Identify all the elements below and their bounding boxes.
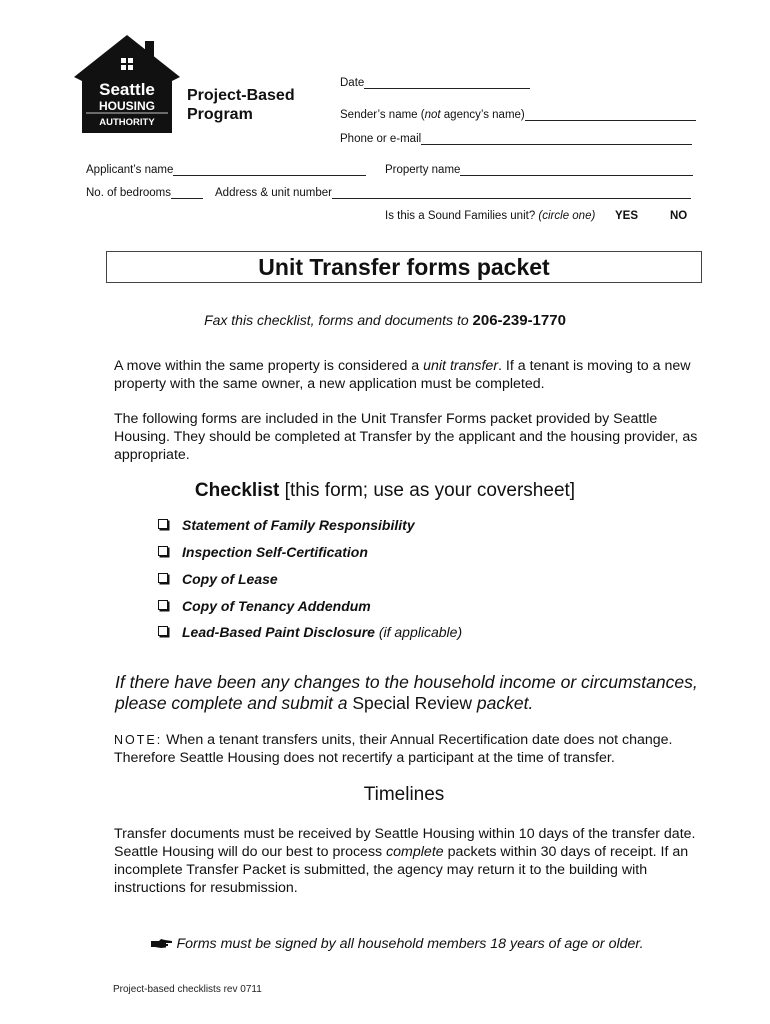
- timelines-em: complete: [386, 844, 444, 860]
- property-name-field[interactable]: [385, 164, 693, 176]
- note-label: NOTE:: [114, 733, 163, 747]
- yes-option[interactable]: YES: [615, 210, 639, 222]
- address-field[interactable]: [215, 187, 691, 199]
- timelines-paragraph: [114, 825, 704, 897]
- date-label: Date: [340, 77, 365, 89]
- checklist-item[interactable]: [158, 544, 368, 560]
- pointing-hand-icon: [151, 938, 173, 949]
- property-label: Property name: [385, 164, 461, 176]
- checklist-title: [0, 480, 770, 502]
- phone-email-field[interactable]: [340, 133, 692, 145]
- seattle-housing-logo: [72, 33, 182, 135]
- program-line2: Program: [187, 106, 253, 123]
- checklist-title-rest: [this form; use as your coversheet]: [279, 480, 576, 501]
- signature-text: Forms must be signed by all household members 18 years of age or older.: [176, 936, 644, 952]
- special-review-text: Special Review: [352, 693, 473, 713]
- para1-pre: A move within the same property is considered a: [114, 358, 424, 374]
- applicant-name-field[interactable]: [86, 164, 366, 176]
- note-text: When a tenant transfers units, their Annual Recertification date does not change. Therefore Seattle Housing does not recertify a participant at the time of transfer.: [114, 732, 673, 766]
- sender-label-post: agency’s name): [440, 109, 525, 121]
- circle-one-label: (circle one): [538, 210, 596, 222]
- sound-families-question: [385, 210, 595, 222]
- checklist-item-label: Inspection Self-Certification: [182, 544, 368, 560]
- checklist-item[interactable]: [158, 517, 415, 533]
- unit-transfer-paragraph: [114, 357, 704, 393]
- footer-revision: Project-based checklists rev 0711: [113, 984, 262, 995]
- sender-name-field[interactable]: [340, 109, 696, 121]
- logo-seattle-text: Seattle: [99, 80, 155, 99]
- fax-line: [0, 312, 770, 329]
- para1-post: . If a tenant is moving to a new property with the same owner, a new application must be completed.: [114, 358, 691, 392]
- forms-included-paragraph: The following forms are included in the Unit Transfer Forms packet provided by Seattle Housing. They should be completed at Transfer by the applicant and the housing provider, as appropriate.: [114, 411, 698, 463]
- checklist-item-label: Lead-Based Paint Disclosure: [182, 624, 375, 640]
- sound-families-label: Is this a Sound Families unit?: [385, 210, 539, 222]
- no-option[interactable]: NO: [670, 210, 688, 222]
- checklist-item[interactable]: [158, 624, 462, 640]
- address-label: Address & unit number: [215, 187, 332, 199]
- timelines-title: Timelines: [363, 784, 445, 805]
- checklist-item[interactable]: [158, 571, 278, 587]
- bedrooms-field[interactable]: [86, 187, 203, 199]
- checkbox-icon[interactable]: [158, 573, 168, 583]
- timelines-pre: Transfer documents must be received by Seattle Housing within 10 days of the transfer date. Seattle Housing will do our best to process: [114, 826, 696, 860]
- changes-statement: [115, 672, 705, 714]
- checklist-title-bold: Checklist: [194, 480, 280, 501]
- date-field[interactable]: [340, 77, 530, 89]
- applicant-label: Applicant’s name: [86, 164, 174, 176]
- logo-authority-text: AUTHORITY: [99, 117, 155, 128]
- fax-text: Fax this checklist, forms and documents to: [204, 312, 473, 328]
- changes-post: packet.: [472, 693, 534, 713]
- checklist-item-label: Copy of Tenancy Addendum: [182, 598, 371, 614]
- checkbox-icon[interactable]: [158, 626, 168, 636]
- sender-label-pre: Sender’s name (: [340, 109, 425, 121]
- phone-label: Phone or e-mail: [340, 133, 422, 145]
- program-line1: Project-Based: [187, 87, 295, 104]
- checklist-item-qualifier: (if applicable): [374, 624, 463, 640]
- note-paragraph: [114, 731, 704, 767]
- signature-requirement: [0, 936, 770, 952]
- checklist-item-label: Statement of Family Responsibility: [182, 517, 415, 533]
- checkbox-icon[interactable]: [158, 519, 168, 529]
- checklist-item-label: Copy of Lease: [182, 571, 278, 587]
- fax-number: 206-239-1770: [472, 312, 566, 329]
- changes-pre: If there have been any changes to the household income or circumstances, please complete and submit a: [115, 672, 698, 713]
- bedrooms-label: No. of bedrooms: [86, 187, 172, 199]
- program-name: [187, 86, 295, 124]
- checkbox-icon[interactable]: [158, 600, 168, 610]
- checklist-item[interactable]: [158, 598, 371, 614]
- page-title: Unit Transfer forms packet: [258, 254, 550, 280]
- para1-em: unit transfer: [423, 358, 499, 374]
- timelines-post: packets within 30 days of receipt. If an incomplete Transfer Packet is submitted, the agency may return it to the building with instructions for resubmission.: [114, 844, 689, 896]
- checkbox-icon[interactable]: [158, 546, 168, 556]
- logo-housing-text: HOUSING: [98, 99, 156, 113]
- sender-label-not: not: [424, 109, 441, 121]
